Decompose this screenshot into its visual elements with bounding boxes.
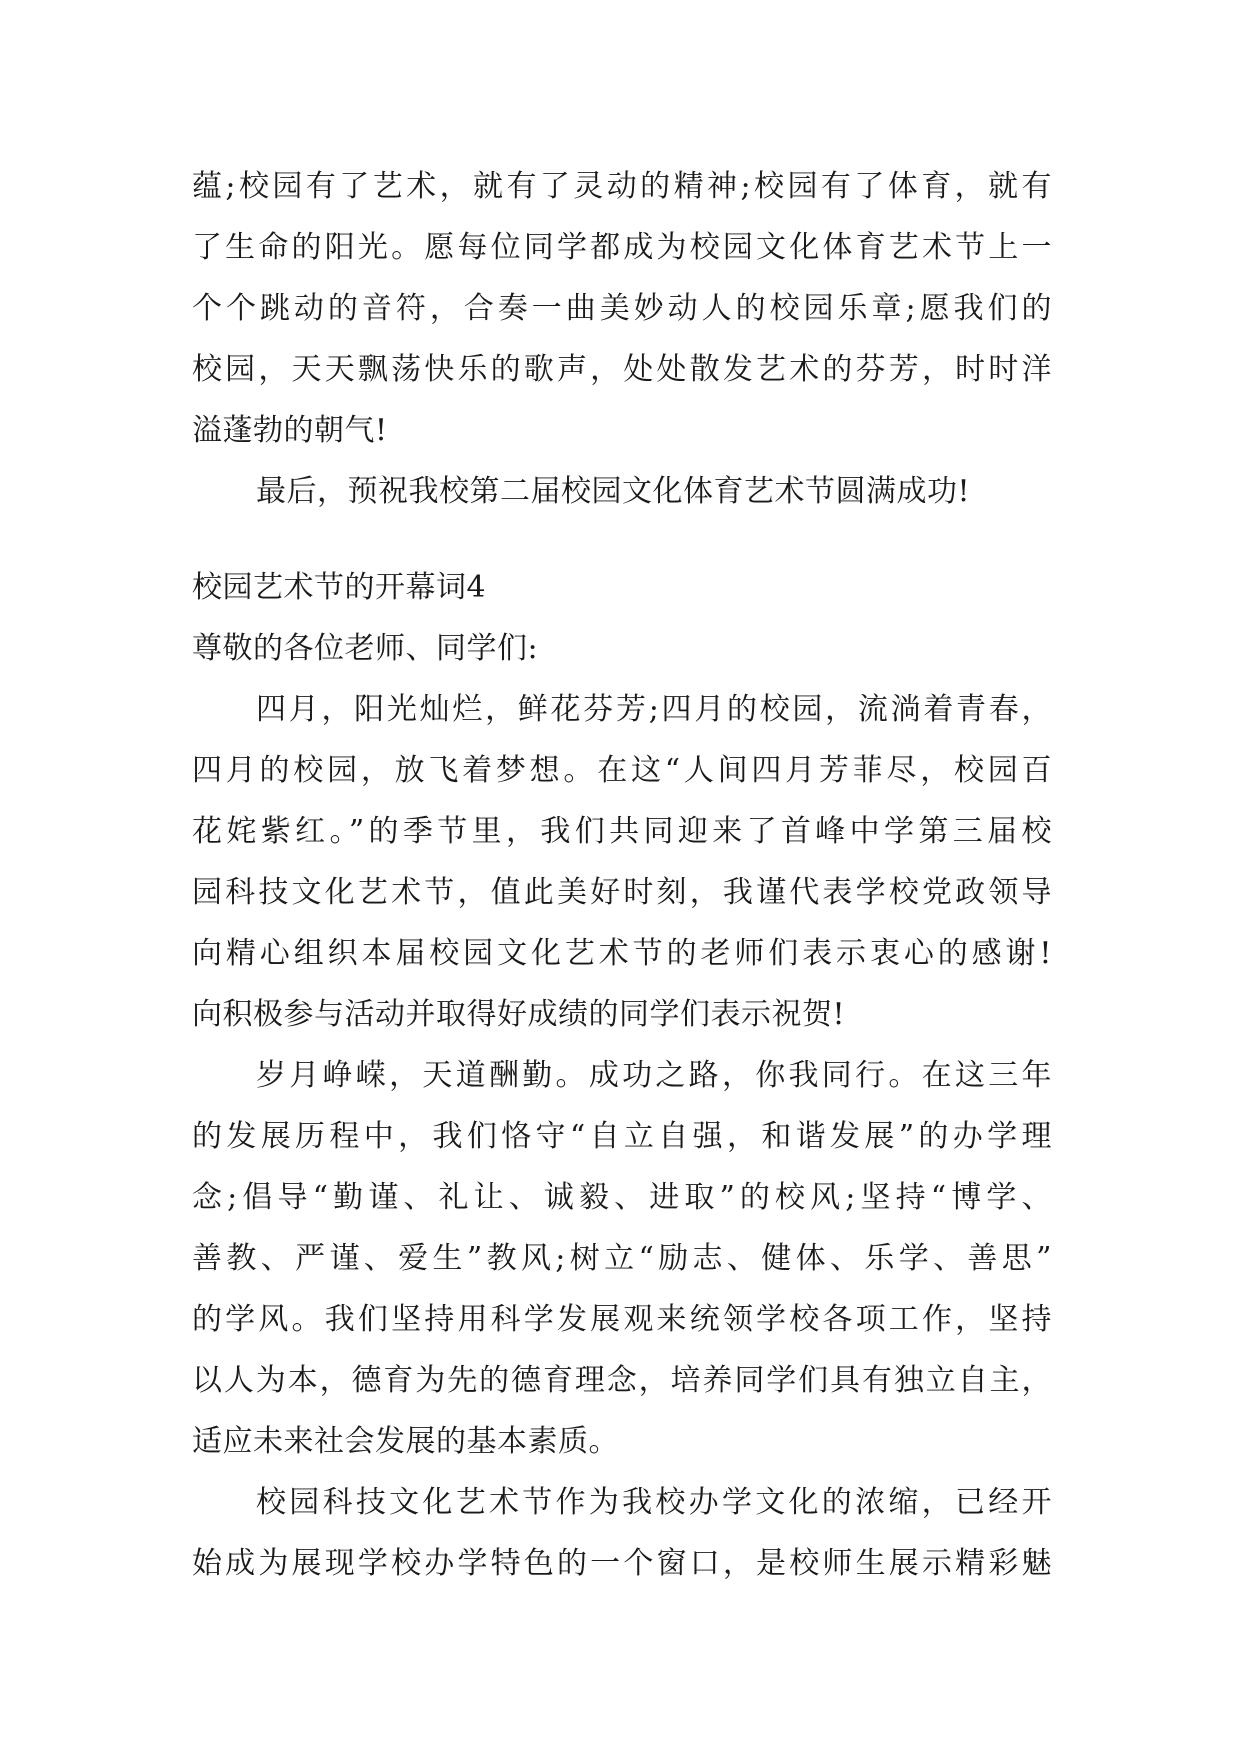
text-line: 溢蓬勃的朝气! xyxy=(192,413,388,448)
speech-section-4 xyxy=(192,557,1052,1594)
text-line: 四月，阳光灿烂，鲜花芬芳;四月的校园，流淌着青春， xyxy=(256,692,1052,727)
text-line: 念;倡导“勤谨、礼让、诚毅、进取”的校风;坚持“博学、 xyxy=(192,1180,1052,1215)
text-line: 善教、严谨、爱生”教风;树立“励志、健体、乐学、善思” xyxy=(192,1241,1052,1276)
text-line: 校园，天天飘荡快乐的歌声，处处散发艺术的芬芳，时时洋 xyxy=(192,352,1052,387)
text-line: 的发展历程中，我们恪守“自立自强，和谐发展”的办学理 xyxy=(192,1119,1052,1154)
text-line: 蕴;校园有了艺术，就有了灵动的精神;校园有了体育，就有 xyxy=(192,169,1052,204)
text-line: 的学风。我们坚持用科学发展观来统领学校各项工作，坚持 xyxy=(192,1302,1052,1337)
text-line: 花姹紫红。”的季节里，我们共同迎来了首峰中学第三届校 xyxy=(192,814,1052,849)
text-line: 校园科技文化艺术节作为我校办学文化的浓缩，已经开 xyxy=(256,1485,1052,1520)
text-line: 四月的校园，放飞着梦想。在这“人间四月芳菲尽，校园百 xyxy=(192,753,1052,788)
text-line: 以人为本，德育为先的德育理念，培养同学们具有独立自主， xyxy=(192,1363,1052,1398)
text-line: 个个跳动的音符，合奏一曲美妙动人的校园乐章;愿我们的 xyxy=(192,291,1052,326)
section-title: 校园艺术节的开幕词4 xyxy=(192,570,487,605)
text-line: 向精心组织本届校园文化艺术节的老师们表示衷心的感谢! xyxy=(192,936,1052,971)
continuation-paragraph xyxy=(192,156,1052,522)
text-line: 适应未来社会发展的基本素质。 xyxy=(192,1424,619,1459)
text-line: 始成为展现学校办学特色的一个窗口，是校师生展示精彩魅 xyxy=(192,1546,1052,1581)
closing-line: 最后，预祝我校第二届校园文化体育艺术节圆满成功! xyxy=(256,474,971,509)
text-line: 向积极参与活动并取得好成绩的同学们表示祝贺! xyxy=(192,997,846,1032)
text-line: 园科技文化艺术节，值此美好时刻，我谨代表学校党政领导 xyxy=(192,875,1052,910)
text-line: 岁月峥嵘，天道酬勤。成功之路，你我同行。在这三年 xyxy=(256,1058,1052,1093)
text-line: 了生命的阳光。愿每位同学都成为校园文化体育艺术节上一 xyxy=(192,230,1052,265)
salutation: 尊敬的各位老师、同学们: xyxy=(192,631,539,666)
